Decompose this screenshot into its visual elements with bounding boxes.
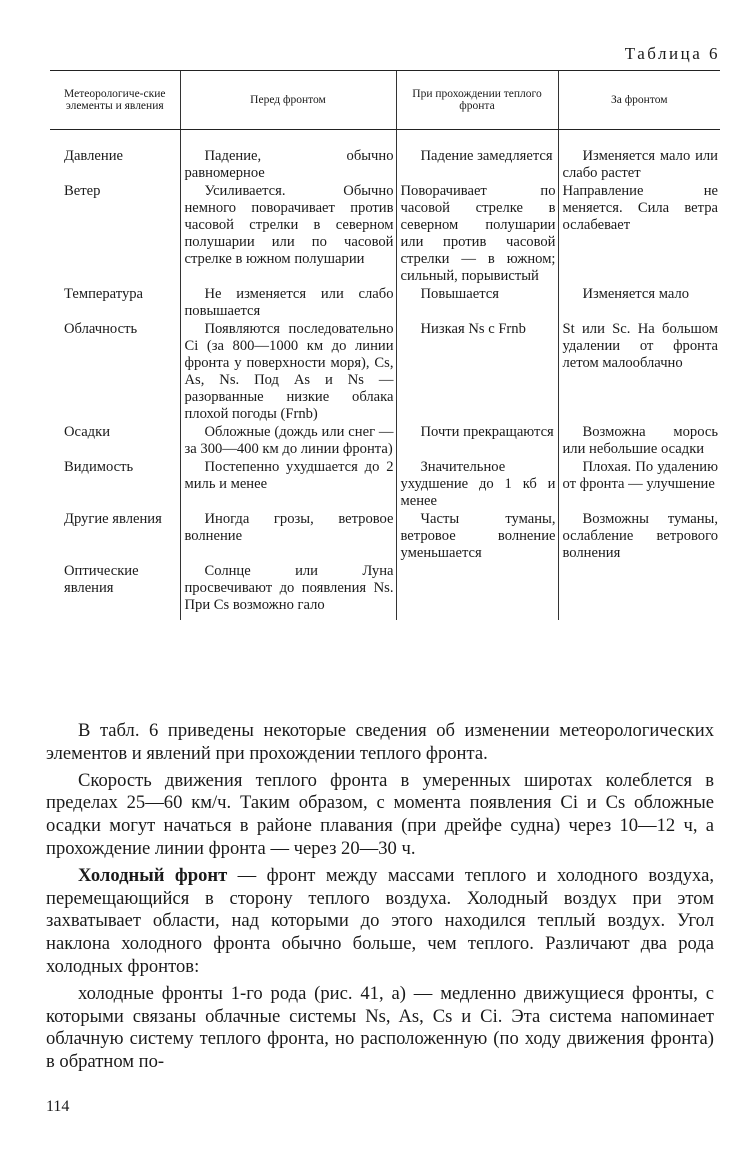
paragraph-text: — фронт между массами теплого и холодного воздуха, перемещающийся в сторону теплого воздуха. Холодный воздух при этом захватывает области, над которыми до этого находился теплый воздух. Угол наклона холодного фронта обычно больше, чем теплого. Различают два рода холодных фронтов:: [46, 864, 714, 977]
table-row: [50, 320, 720, 423]
page-number: 114: [46, 1098, 70, 1115]
table-row: [50, 458, 720, 510]
paragraph: Скорость движения теплого фронта в умеренных широтах колеблется в пределах 25—60 км/ч. Таким образом, с момента появления Ci и Cs обложные осадки могут начаться в районе плавания (при дрейфе судна) через 10—12 ч, а прохождение линии фронта — через 20—30 ч.: [46, 769, 714, 859]
table-row: [50, 510, 720, 562]
body-text: [46, 720, 714, 1074]
cell-before: Падение, обычно равномерное: [180, 130, 396, 183]
cell-before: Обложные (дождь или снег — за 300—400 км до линии фронта): [180, 423, 396, 458]
cell-before: Иногда грозы, ветровое волнение: [180, 510, 396, 562]
cell-after: Возможны туманы, ослабление ветрового волнения: [558, 510, 720, 562]
table-row: [50, 182, 720, 285]
cell-during: Падение замедляется: [396, 130, 558, 183]
row-element: Другие явления: [64, 511, 162, 527]
cell-after: [558, 562, 720, 620]
header-during-passage: При прохождении теплого фронта: [396, 71, 558, 130]
term-cold-front: Холодный фронт: [78, 864, 228, 886]
table-row: [50, 130, 720, 183]
table-header-row: [50, 71, 720, 130]
cell-during: Почти прекращаются: [396, 423, 558, 458]
cell-before: Постепенно ухудшается до 2 миль и менее: [180, 458, 396, 510]
cell-after: Изменяется мало: [558, 285, 720, 320]
cell-before: Усиливается. Обычно немного поворачивает против часовой стрелки в северном полушарии или по часовой стрелке в южном полушарии: [180, 182, 396, 285]
paragraph: [46, 865, 714, 979]
cell-during: Низкая Ns с Frnb: [396, 320, 558, 423]
table-label: Таблица 6: [624, 44, 720, 63]
row-element: Давление: [64, 148, 123, 164]
cell-after: Плохая. По удалению от фронта — улучшение: [558, 458, 720, 510]
cell-after: Изменяется мало или слабо растет: [558, 130, 720, 183]
cell-during: [396, 562, 558, 620]
row-element: Облачность: [64, 321, 138, 337]
row-element: Видимость: [64, 459, 134, 475]
cell-after: Направление не меняется. Сила ветра ослабевает: [558, 182, 720, 285]
table-row: [50, 423, 720, 458]
paragraph: холодные фронты 1-го рода (рис. 41, а) — медленно движущиеся фронты, с которыми связаны облачные системы Ns, As, Cs и Ci. Эта система напоминает облачную систему теплого фронта, но расположенную (по ходу движения фронта) в обратном по-: [46, 982, 714, 1073]
cell-before: Появляются последовательно Ci (за 800—1000 км до линии фронта у поверхности моря), Cs, As, Ns. Под As и Ns — разорванные низкие облака плохой погоды (Frnb): [180, 320, 396, 423]
cell-after: Возможна морось или небольшие осадки: [558, 423, 720, 458]
row-element: Осадки: [64, 424, 110, 440]
weather-table: [50, 70, 720, 620]
row-element: Оптические явления: [64, 563, 139, 596]
table-row: [50, 562, 720, 620]
cell-during: Значительное ухудшение до 1 кб и менее: [396, 458, 558, 510]
cell-during: Повышается: [396, 285, 558, 320]
cell-before: Солнце или Луна просвечивают до появления Ns. При Cs возможно гало: [180, 562, 396, 620]
row-element: Ветер: [64, 183, 101, 199]
cell-before: Не изменяется или слабо повышается: [180, 285, 396, 320]
header-before-front: Перед фронтом: [180, 71, 396, 130]
header-elements: Метеорологиче-ские элементы и явления: [50, 71, 180, 130]
table-row: [50, 285, 720, 320]
cell-during: Часты туманы, ветровое волнение уменьшается: [396, 510, 558, 562]
row-element: Температура: [64, 286, 144, 302]
paragraph: В табл. 6 приведены некоторые сведения об изменении метеорологических элементов и явлений при прохождении теплого фронта.: [46, 720, 714, 764]
cell-during: Поворачивает по часовой стрелке в северном полушарии или против часовой стрелки — в южном; сильный, порывистый: [396, 182, 558, 285]
header-after-front: За фронтом: [558, 71, 720, 130]
cell-after: St или Sc. На большом удалении от фронта летом малооблачно: [558, 320, 720, 423]
